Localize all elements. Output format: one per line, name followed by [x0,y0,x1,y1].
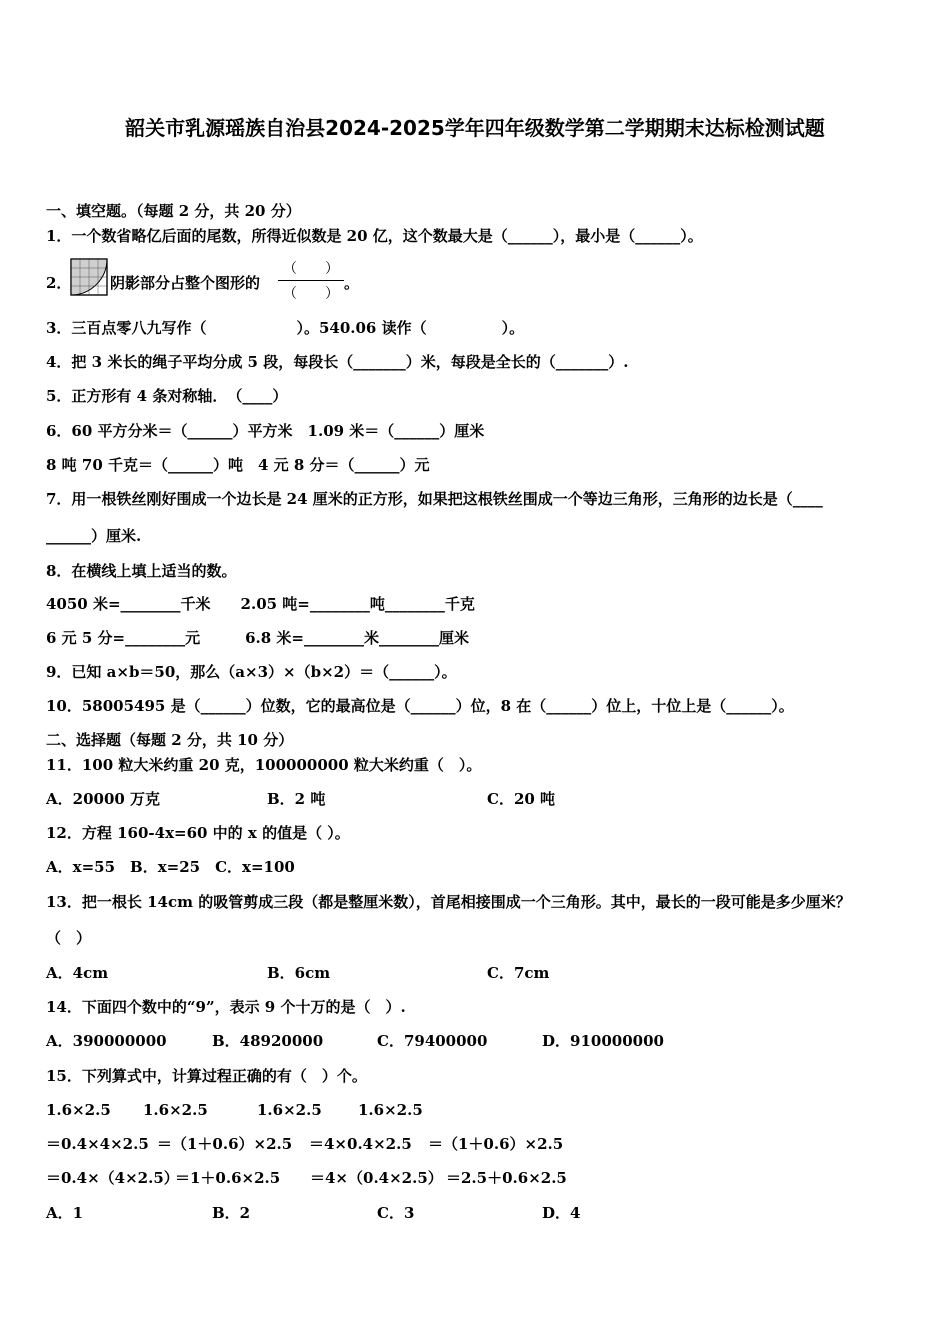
calc-cell: ＝1＋0.6×2.5 [175,1169,281,1187]
question-2-end: 。 [344,274,360,292]
question-7-line-1: 7．用一根铁丝刚好围成一个边长是 24 厘米的正方形，如果把这根铁丝围成一个等边三角形，三角形的边长是（____ [46,490,823,508]
calc-cell: ＝0.4×（4×2.5） [46,1169,179,1187]
calc-cell: 1.6×2.5 [46,1101,111,1119]
question-12: 12．方程 160-4x=60 中的 x 的值是（ ）。 [46,824,350,842]
option-c: C．20 吨 [487,790,556,808]
question-6-line-1: 6．60 平方分米＝（______）平方米 1.09 米＝（______）厘米 [46,422,485,440]
calc-cell: ＝（1＋0.6）×2.5 [157,1135,293,1153]
option-b: B．6cm [267,964,331,982]
fraction-bar [278,280,344,281]
fraction-blank [278,258,344,303]
calc-cell: ＝4×（0.4×2.5） [310,1169,443,1187]
fraction-denominator: （ ） [283,286,339,302]
section-2-heading: 二、选择题（每题 2 分，共 10 分） [46,731,294,749]
shaded-grid-figure [70,258,108,296]
question-7-line-2: ______）厘米. [46,527,142,545]
question-13-line-2: （ ） [46,929,92,947]
question-5: 5．正方形有 4 条对称轴． （____） [46,387,288,405]
option-b: B．2 吨 [267,790,326,808]
option-a: A．1 [46,1204,84,1222]
calc-cell: ＝4×0.4×2.5 [309,1135,412,1153]
option-d: D．4 [542,1204,581,1222]
option-c: C．79400000 [377,1032,488,1050]
question-12-options: A．x=55 B．x=25 C．x=100 [46,858,295,876]
question-8-line-1: 4050 米=________千米 2.05 吨=________吨________千克 [46,595,475,613]
calc-cell: ＝2.5＋0.6×2.5 [446,1169,567,1187]
question-9: 9．已知 a×b＝50，那么（a×3）×（b×2）＝（______）。 [46,663,457,681]
page-title: 韶关市乳源瑶族自治县2024-2025学年四年级数学第二学期期末达标检测试题 [125,116,825,140]
question-14: 14．下面四个数中的“9”，表示 9 个十万的是（ ）. [46,998,406,1016]
calc-cell: 1.6×2.5 [257,1101,322,1119]
question-3: 3．三百点零八九写作（ ）。540.06 读作（ ）。 [46,319,525,337]
question-4: 4．把 3 米长的绳子平均分成 5 段，每段长（_______）米，每段是全长的（_______）. [46,353,629,371]
option-b: B．48920000 [212,1032,324,1050]
calc-cell: ＝（1＋0.6）×2.5 [428,1135,564,1153]
question-11: 11．100 粒大米约重 20 克，100000000 粒大米约重（ ）。 [46,756,482,774]
question-13-line-1: 13．把一根长 14cm 的吸管剪成三段（都是整厘米数），首尾相接围成一个三角形。其中，最长的一段可能是多少厘米？ [46,893,851,911]
question-10: 10．58005495 是（______）位数，它的最高位是（______）位，8 在（______）位上，十位上是（______）。 [46,697,794,715]
question-2-text: 阴影部分占整个图形的 [110,274,261,292]
option-c: C．7cm [487,964,550,982]
option-a: A．4cm [46,964,109,982]
question-15: 15．下列算式中，计算过程正确的有（ ）个。 [46,1067,367,1085]
section-1-heading: 一、填空题。（每题 2 分，共 20 分） [46,202,301,220]
question-8-line-2: 6 元 5 分=________元 6.8 米=________米________厘米 [46,629,469,647]
option-d: D．910000000 [542,1032,664,1050]
calc-cell: 1.6×2.5 [358,1101,423,1119]
calc-cell: 1.6×2.5 [143,1101,208,1119]
option-a: A．20000 万克 [46,790,161,808]
question-8: 8．在横线上填上适当的数。 [46,562,237,580]
option-a: A．390000000 [46,1032,167,1050]
question-1: 1．一个数省略亿后面的尾数，所得近似数是 20 亿，这个数最大是（______），最小是（______）。 [46,227,703,245]
calc-cell: ＝0.4×4×2.5 [46,1135,149,1153]
question-2-number: 2． [46,274,72,292]
option-c: C．3 [377,1204,415,1222]
fraction-numerator: （ ） [283,261,339,277]
option-b: B．2 [212,1204,251,1222]
question-6-line-2: 8 吨 70 千克＝（______）吨 4 元 8 分＝（______）元 [46,456,430,474]
